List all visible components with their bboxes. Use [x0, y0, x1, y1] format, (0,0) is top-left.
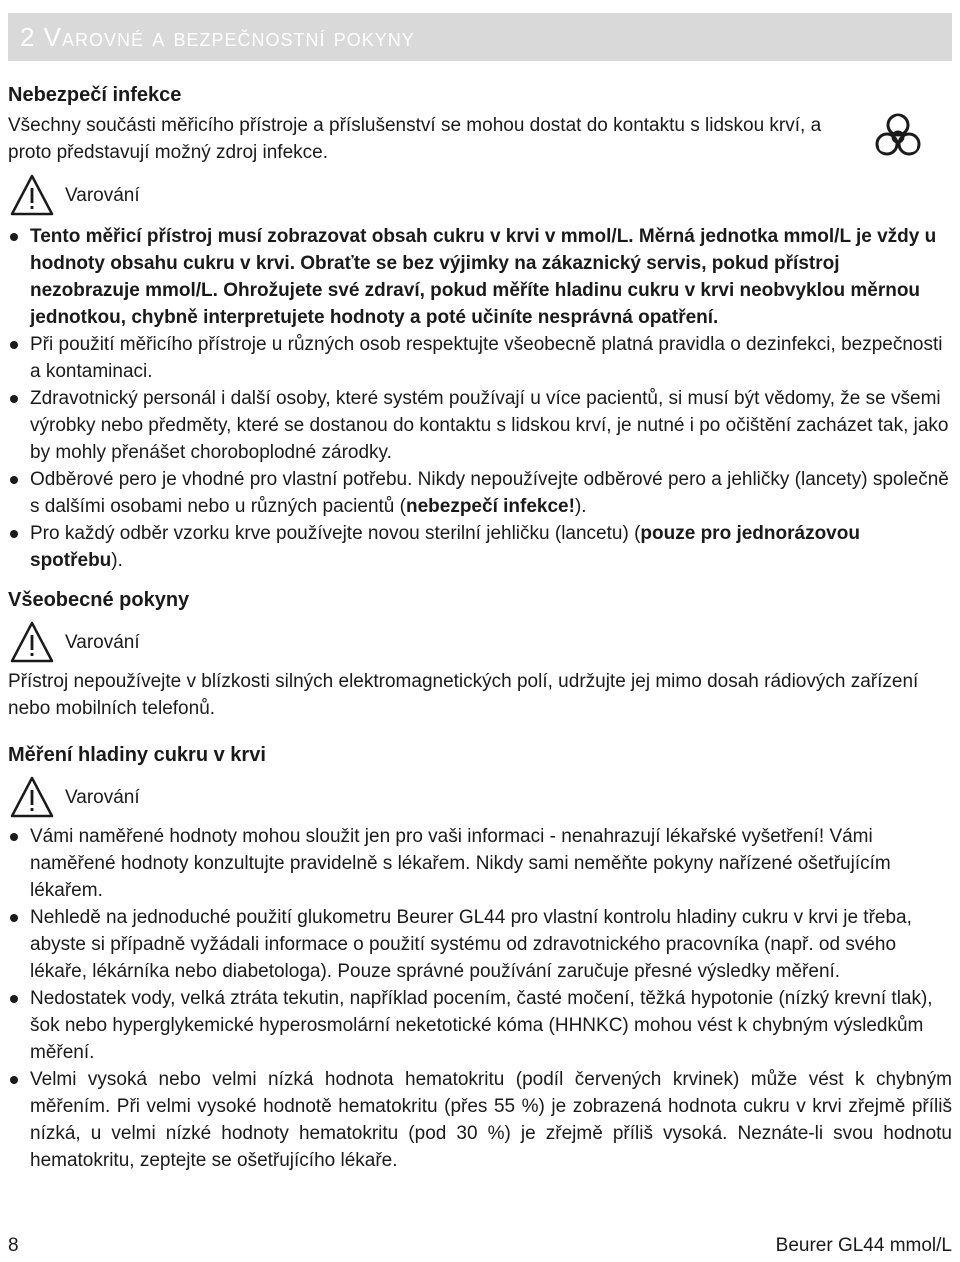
- list-item-text: Nedostatek vody, velká ztráta tekutin, například pocením, časté močení, těžká hypotonie (nízký krevní tlak), šok nebo hyperglykemické hyperosmolární neketotické kóma (HHNKC) mohou vést k chybným výsledkům měření.: [30, 988, 933, 1063]
- biohazard-icon: [872, 110, 924, 162]
- list-item: [8, 823, 952, 904]
- list-item: [8, 385, 952, 466]
- infection-text: Všechny součásti měřicího přístroje a příslušenství se mohou dostat do kontaktu s lidskou krví, a proto představují možný zdroj infekce.: [8, 115, 822, 163]
- warning-triangle-icon: [10, 620, 54, 664]
- list-item: [8, 904, 952, 985]
- warning-block-3: [10, 772, 140, 822]
- list-item-text: Zdravotnický personál i další osoby, které systém používají u více pacientů, si musí být vědomy, že se všemi výrobky nebo předměty, které se dostanou do kontaktu s lidskou krví, je nutné i po očištění zacházet tak, jako by mohly přenášet choroboplodné zárodky.: [30, 388, 949, 463]
- list-item-emphasis: pouze pro jednorázovou spotřebu: [30, 523, 860, 571]
- list-item: [8, 1066, 952, 1174]
- list-item-text: Vámi naměřené hodnoty mohou sloužit jen pro vaši informaci - nenahrazují lékařské vyšetření! Vámi naměřené hodnoty konzultujte pravidelně s lékařem. Nikdy sami neměňte pokyny nařízené ošetřujícím lékařem.: [30, 826, 891, 901]
- warning-block-1: [10, 170, 140, 220]
- page-number: 8: [8, 1235, 19, 1256]
- warning-label: Varování: [65, 786, 140, 808]
- list-item: [8, 985, 952, 1066]
- list-item-text: Velmi vysoká nebo velmi nízká hodnota hematokritu (podíl červených krvinek) může vést k chybným měřením. Při velmi vysoké hodnotě hematokritu (přes 55 %) je zobrazená hodnota cukru v krvi zřejmě příliš nízká, u velmi nízké hodnoty hematokritu (pod 30 %) je zřejmě příliš vysoká. Neznáte-li svou hodnotu hematokritu, zeptejte se ošetřujícího lékaře.: [30, 1069, 952, 1171]
- warning-label: Varování: [65, 184, 140, 206]
- list-item-text: Odběrové pero je vhodné pro vlastní potřebu. Nikdy nepoužívejte odběrové pero a jehličky (lancety) společně s dalšími osobami nebo u různých pacientů (: [30, 469, 949, 517]
- section-title: 2 Varovné a bezpečnostní pokyny: [20, 21, 415, 52]
- list-item-text: Pro každý odběr vzorku krve používejte novou sterilní jehličku (lancetu) (: [30, 523, 641, 544]
- measurement-warning-list: [8, 823, 952, 1174]
- list-item: [8, 223, 952, 331]
- list-item: [8, 520, 952, 574]
- warning-triangle-icon: [10, 775, 54, 819]
- warning-triangle-icon: [10, 173, 54, 217]
- page-footer: [8, 1234, 952, 1258]
- section-header-banner: [8, 13, 952, 61]
- infection-heading: Nebezpečí infekce: [8, 84, 182, 106]
- list-item: [8, 466, 952, 520]
- warning-block-2: [10, 617, 140, 667]
- list-item-text: ).: [574, 496, 587, 517]
- infection-warning-list: [8, 223, 952, 574]
- general-text: Přístroj nepoužívejte v blízkosti silných elektromagnetických polí, udržujte jej mimo dosah rádiových zařízení nebo mobilních telefonů.: [8, 671, 919, 719]
- list-item-text: Nehledě na jednoduché použití glukometru Beurer GL44 pro vlastní kontrolu hladiny cukru v krvi je třeba, abyste si případně vyžádali informace o použití systému od zdravotnického pracovníka (např. od svého lékaře, lékárníka nebo diabetologa). Pouze správné používání zaručuje přesné výsledky měření.: [30, 907, 912, 982]
- list-item: [8, 331, 952, 385]
- list-item-text: Tento měřicí přístroj musí zobrazovat obsah cukru v krvi v mmol/L. Měrná jednotka mmol/L je vždy u hodnoty obsahu cukru v krvi. Obraťte se bez výjimky na zákaznický servis, pokud přístroj nezobrazuje mmol/L. Ohrožujete své zdraví, pokud měříte hladinu cukru v krvi neobvyklou měrnou jednotkou, chybně interpretujete hodnoty a poté učiníte nesprávná opatření.: [30, 226, 937, 328]
- product-name: Beurer GL44 mmol/L: [775, 1235, 952, 1256]
- list-item-emphasis: nebezpečí infekce!: [405, 496, 575, 517]
- list-item-text: ).: [111, 550, 123, 571]
- general-heading: Všeobecné pokyny: [8, 589, 190, 611]
- list-item-text: Při použití měřicího přístroje u různých osob respektujte všeobecně platná pravidla o dezinfekci, bezpečnosti a kontaminaci.: [30, 334, 943, 382]
- measurement-heading: Měření hladiny cukru v krvi: [8, 744, 266, 766]
- warning-label: Varování: [65, 631, 140, 653]
